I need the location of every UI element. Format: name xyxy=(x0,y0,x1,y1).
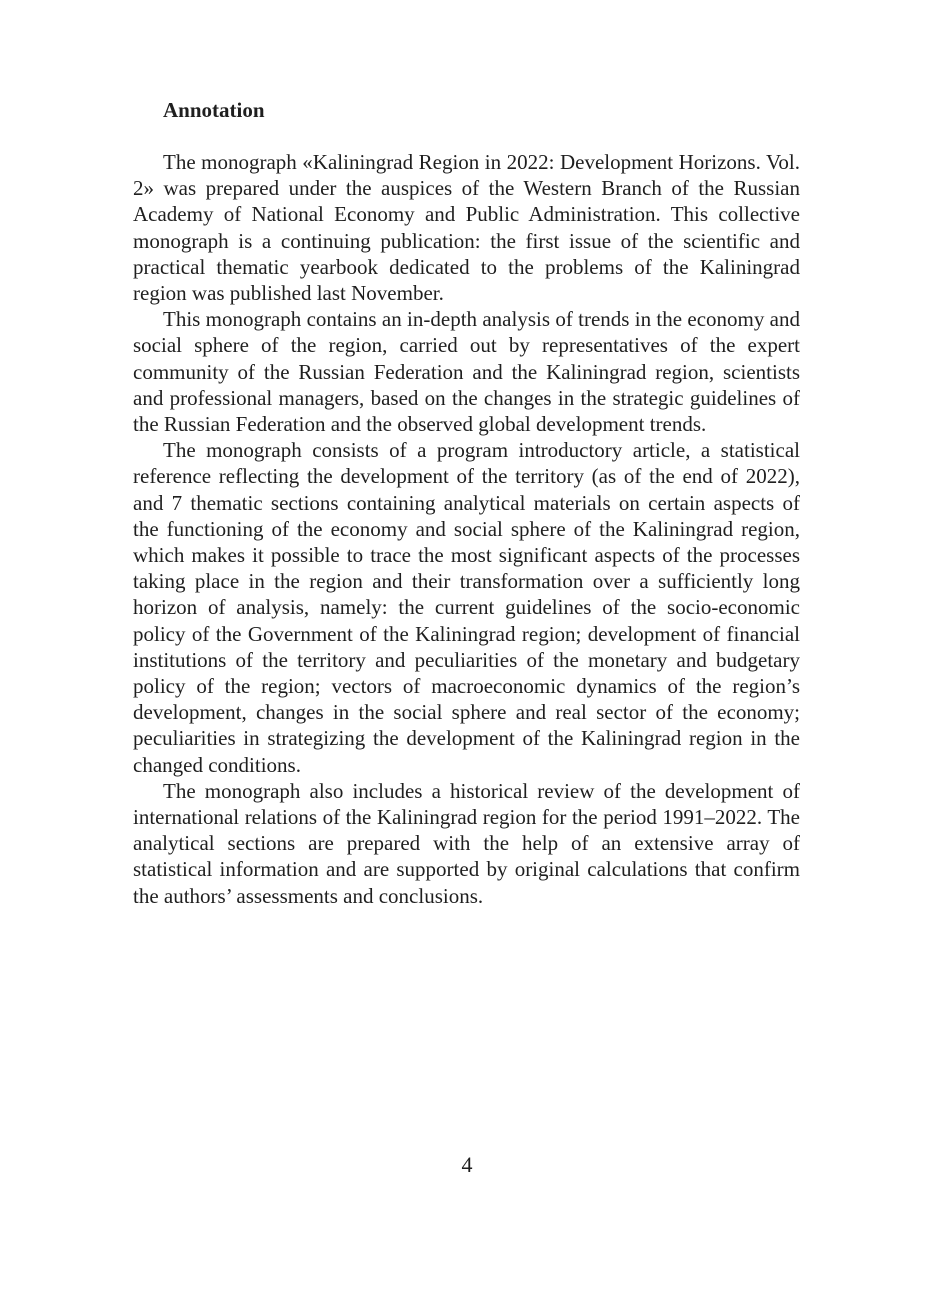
page-number: 4 xyxy=(461,1152,473,1177)
paragraph: The monograph «Kaliningrad Region in 2022: Development Horizons. Vol. 2» was prepared under the auspices of the Western Branch of the Russian Academy of National Economy and Public Administration. This collective monograph is a continuing publication: the first issue of the scientific and practical thematic yearbook dedicated to the problems of the Kaliningrad region was published last November. xyxy=(133,150,800,306)
paragraph: This monograph contains an in-depth analysis of trends in the economy and social sphere of the region, carried out by representatives of the expert community of the Russian Federation and the Kaliningrad region, scientists and professional managers, based on the changes in the strategic guidelines of the Russian Federation and the observed global development trends. xyxy=(133,307,800,437)
page-content xyxy=(133,96,800,909)
paragraph: The monograph also includes a historical review of the development of international relations of the Kaliningrad region for the period 1991–2022. The analytical sections are prepared with the help of an extensive array of statistical information and are supported by original calculations that confirm the authors’ assessments and conclusions. xyxy=(133,778,800,908)
annotation-body xyxy=(133,149,800,909)
annotation-heading: Annotation xyxy=(163,98,265,122)
paragraph: The monograph consists of a program introductory article, a statistical reference reflecting the development of the territory (as of the end of 2022), and 7 thematic sections containing analytical materials on certain aspects of the functioning of the economy and social sphere of the Kaliningrad region, which makes it possible to trace the most significant aspects of the processes taking place in the region and their transformation over a sufficiently long horizon of analysis, namely: the current guidelines of the socio-economic policy of the Government of the Kaliningrad region; development of financial institutions of the territory and peculiarities of the monetary and budgetary policy of the region; vectors of macroeconomic dynamics of the region’s development, changes in the social sphere and real sector of the economy; peculiarities in strategizing the development of the Kaliningrad region in the changed conditions. xyxy=(133,438,800,777)
